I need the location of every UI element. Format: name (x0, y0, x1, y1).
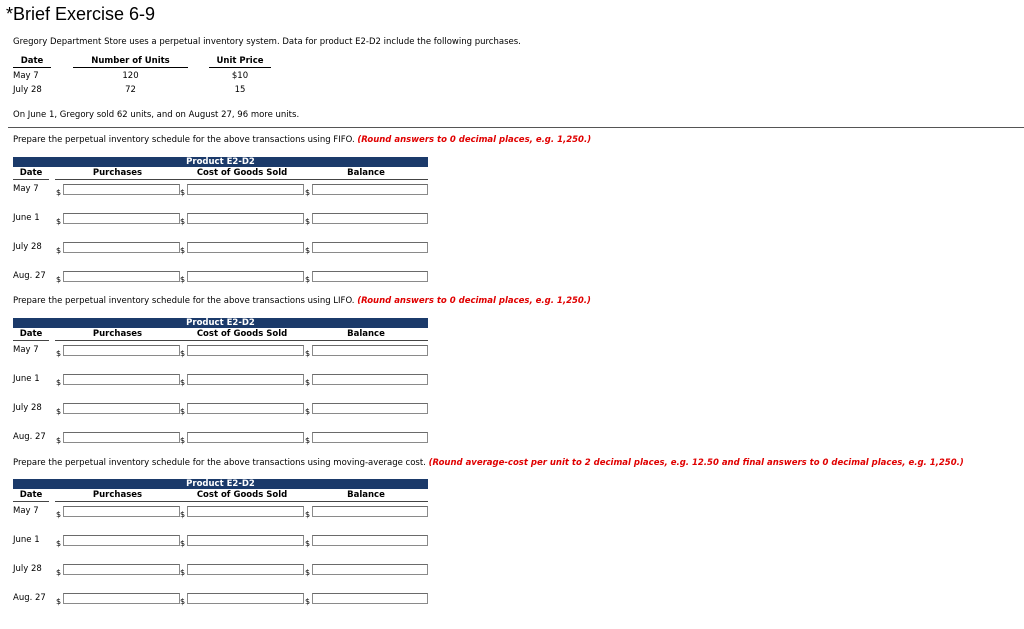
fifo-aug27-balance-input[interactable] (312, 271, 428, 282)
currency-symbol: $ (305, 188, 311, 197)
currency-symbol: $ (180, 568, 186, 577)
lifo-instruction (13, 296, 591, 306)
currency-symbol: $ (180, 539, 186, 548)
column-header-balance: Balance (347, 490, 385, 500)
column-header-purchases: Purchases (92, 329, 143, 339)
fifo-may7-purchases-input[interactable] (63, 184, 180, 195)
lifo-july28-cogs-input[interactable] (187, 403, 304, 414)
column-underline (13, 179, 49, 180)
fifo-june1-balance-input[interactable] (312, 213, 428, 224)
currency-symbol: $ (305, 436, 311, 445)
lifo-aug27-balance-input[interactable] (312, 432, 428, 443)
moving-average-rounding-note: (Round average-cost per unit to 2 decimal places, e.g. 12.50 and final answers to 0 decimal places, e.g. 1,250.) (428, 458, 964, 468)
moving-average-july28-cogs-input[interactable] (187, 564, 304, 575)
lifo-row-date: June 1 (13, 374, 40, 384)
moving-average-july28-purchases-input[interactable] (63, 564, 180, 575)
currency-symbol: $ (180, 217, 186, 226)
product-header: Product E2-D2 (186, 479, 255, 489)
currency-symbol: $ (305, 510, 311, 519)
column-header-purchases: Purchases (92, 490, 143, 500)
currency-symbol: $ (56, 597, 62, 606)
currency-symbol: $ (305, 246, 311, 255)
fifo-row-date: May 7 (13, 184, 39, 194)
currency-symbol: $ (180, 378, 186, 387)
moving-average-instruction (13, 458, 964, 468)
lifo-instruction-text: Prepare the perpetual inventory schedule for the above transactions using LIFO. (13, 296, 355, 306)
currency-symbol: $ (56, 407, 62, 416)
fifo-rounding-note: (Round answers to 0 decimal places, e.g. 1,250.) (357, 135, 592, 145)
moving-average-june1-cogs-input[interactable] (187, 535, 304, 546)
moving-average-row-date: July 28 (13, 564, 42, 574)
fifo-july28-purchases-input[interactable] (63, 242, 180, 253)
fifo-row-date: July 28 (13, 242, 42, 252)
column-underline (55, 179, 428, 180)
fifo-row-date: Aug. 27 (13, 271, 46, 281)
fifo-instruction (13, 135, 591, 145)
fifo-aug27-cogs-input[interactable] (187, 271, 304, 282)
fifo-july28-cogs-input[interactable] (187, 242, 304, 253)
currency-symbol: $ (56, 510, 62, 519)
fifo-aug27-purchases-input[interactable] (63, 271, 180, 282)
moving-average-row-date: Aug. 27 (13, 593, 46, 603)
currency-symbol: $ (56, 217, 62, 226)
purchases-table-date: July 28 (13, 85, 42, 95)
currency-symbol: $ (56, 568, 62, 577)
moving-average-june1-balance-input[interactable] (312, 535, 428, 546)
currency-symbol: $ (305, 597, 311, 606)
moving-average-row-date: May 7 (13, 506, 39, 516)
column-underline (13, 340, 49, 341)
column-header-date: Date (19, 329, 43, 339)
section-divider (8, 127, 1024, 128)
column-header-purchases: Purchases (92, 168, 143, 178)
product-header: Product E2-D2 (186, 157, 255, 167)
moving-average-aug27-balance-input[interactable] (312, 593, 428, 604)
column-header-cogs: Cost of Goods Sold (196, 329, 288, 339)
column-header-balance: Balance (347, 168, 385, 178)
currency-symbol: $ (180, 597, 186, 606)
currency-symbol: $ (305, 275, 311, 284)
lifo-aug27-purchases-input[interactable] (63, 432, 180, 443)
lifo-aug27-cogs-input[interactable] (187, 432, 304, 443)
lifo-may7-cogs-input[interactable] (187, 345, 304, 356)
moving-average-may7-cogs-input[interactable] (187, 506, 304, 517)
column-underline (55, 501, 428, 502)
moving-average-june1-purchases-input[interactable] (63, 535, 180, 546)
lifo-july28-balance-input[interactable] (312, 403, 428, 414)
lifo-rounding-note: (Round answers to 0 decimal places, e.g. 1,250.) (357, 296, 591, 306)
currency-symbol: $ (180, 436, 186, 445)
column-underline (55, 340, 428, 341)
currency-symbol: $ (180, 275, 186, 284)
fifo-schedule-header (13, 157, 428, 180)
moving-average-schedule-header (13, 479, 428, 502)
lifo-may7-balance-input[interactable] (312, 345, 428, 356)
column-header-date: Date (19, 490, 43, 500)
currency-symbol: $ (56, 188, 62, 197)
currency-symbol: $ (56, 246, 62, 255)
purchases-table-units: 120 (122, 71, 139, 81)
sales-text: On June 1, Gregory sold 62 units, and on August 27, 96 more units. (13, 110, 300, 120)
lifo-june1-balance-input[interactable] (312, 374, 428, 385)
lifo-row-date: July 28 (13, 403, 42, 413)
currency-symbol: $ (56, 539, 62, 548)
column-header-cogs: Cost of Goods Sold (196, 490, 288, 500)
currency-symbol: $ (305, 568, 311, 577)
purchases-table-units: 72 (125, 85, 136, 95)
column-underline (13, 501, 49, 502)
currency-symbol: $ (56, 378, 62, 387)
purchases-table-header-date: Date (13, 56, 51, 68)
currency-symbol: $ (180, 407, 186, 416)
currency-symbol: $ (180, 246, 186, 255)
currency-symbol: $ (305, 539, 311, 548)
lifo-june1-cogs-input[interactable] (187, 374, 304, 385)
moving-average-aug27-cogs-input[interactable] (187, 593, 304, 604)
lifo-row-date: May 7 (13, 345, 39, 355)
purchases-table-header-units: Number of Units (73, 56, 188, 68)
moving-average-instruction-text: Prepare the perpetual inventory schedule for the above transactions using moving-average cost. (13, 458, 426, 468)
moving-average-july28-balance-input[interactable] (312, 564, 428, 575)
currency-symbol: $ (180, 510, 186, 519)
currency-symbol: $ (305, 407, 311, 416)
moving-average-aug27-purchases-input[interactable] (63, 593, 180, 604)
column-header-cogs: Cost of Goods Sold (196, 168, 288, 178)
fifo-may7-cogs-input[interactable] (187, 184, 304, 195)
fifo-june1-purchases-input[interactable] (63, 213, 180, 224)
currency-symbol: $ (305, 349, 311, 358)
product-header: Product E2-D2 (186, 318, 255, 328)
fifo-row-date: June 1 (13, 213, 40, 223)
purchases-table-header-price: Unit Price (209, 56, 271, 68)
currency-symbol: $ (180, 188, 186, 197)
currency-symbol: $ (180, 349, 186, 358)
purchases-table-price: 15 (234, 85, 246, 95)
lifo-july28-purchases-input[interactable] (63, 403, 180, 414)
purchases-table-date: May 7 (13, 71, 39, 81)
fifo-instruction-text: Prepare the perpetual inventory schedule for the above transactions using FIFO. (13, 135, 355, 145)
column-header-date: Date (19, 168, 43, 178)
currency-symbol: $ (305, 378, 311, 387)
currency-symbol: $ (56, 436, 62, 445)
problem-intro: Gregory Department Store uses a perpetual inventory system. Data for product E2-D2 include the following purchases. (13, 37, 521, 47)
column-header-balance: Balance (347, 329, 385, 339)
fifo-july28-balance-input[interactable] (312, 242, 428, 253)
lifo-may7-purchases-input[interactable] (63, 345, 180, 356)
currency-symbol: $ (56, 349, 62, 358)
lifo-schedule-header (13, 318, 428, 341)
moving-average-row-date: June 1 (13, 535, 40, 545)
exercise-title: *Brief Exercise 6-9 (6, 4, 156, 24)
currency-symbol: $ (56, 275, 62, 284)
moving-average-may7-purchases-input[interactable] (63, 506, 180, 517)
lifo-june1-purchases-input[interactable] (63, 374, 180, 385)
purchases-table-price: $10 (231, 71, 249, 81)
lifo-row-date: Aug. 27 (13, 432, 46, 442)
moving-average-may7-balance-input[interactable] (312, 506, 428, 517)
currency-symbol: $ (305, 217, 311, 226)
fifo-may7-balance-input[interactable] (312, 184, 428, 195)
fifo-june1-cogs-input[interactable] (187, 213, 304, 224)
